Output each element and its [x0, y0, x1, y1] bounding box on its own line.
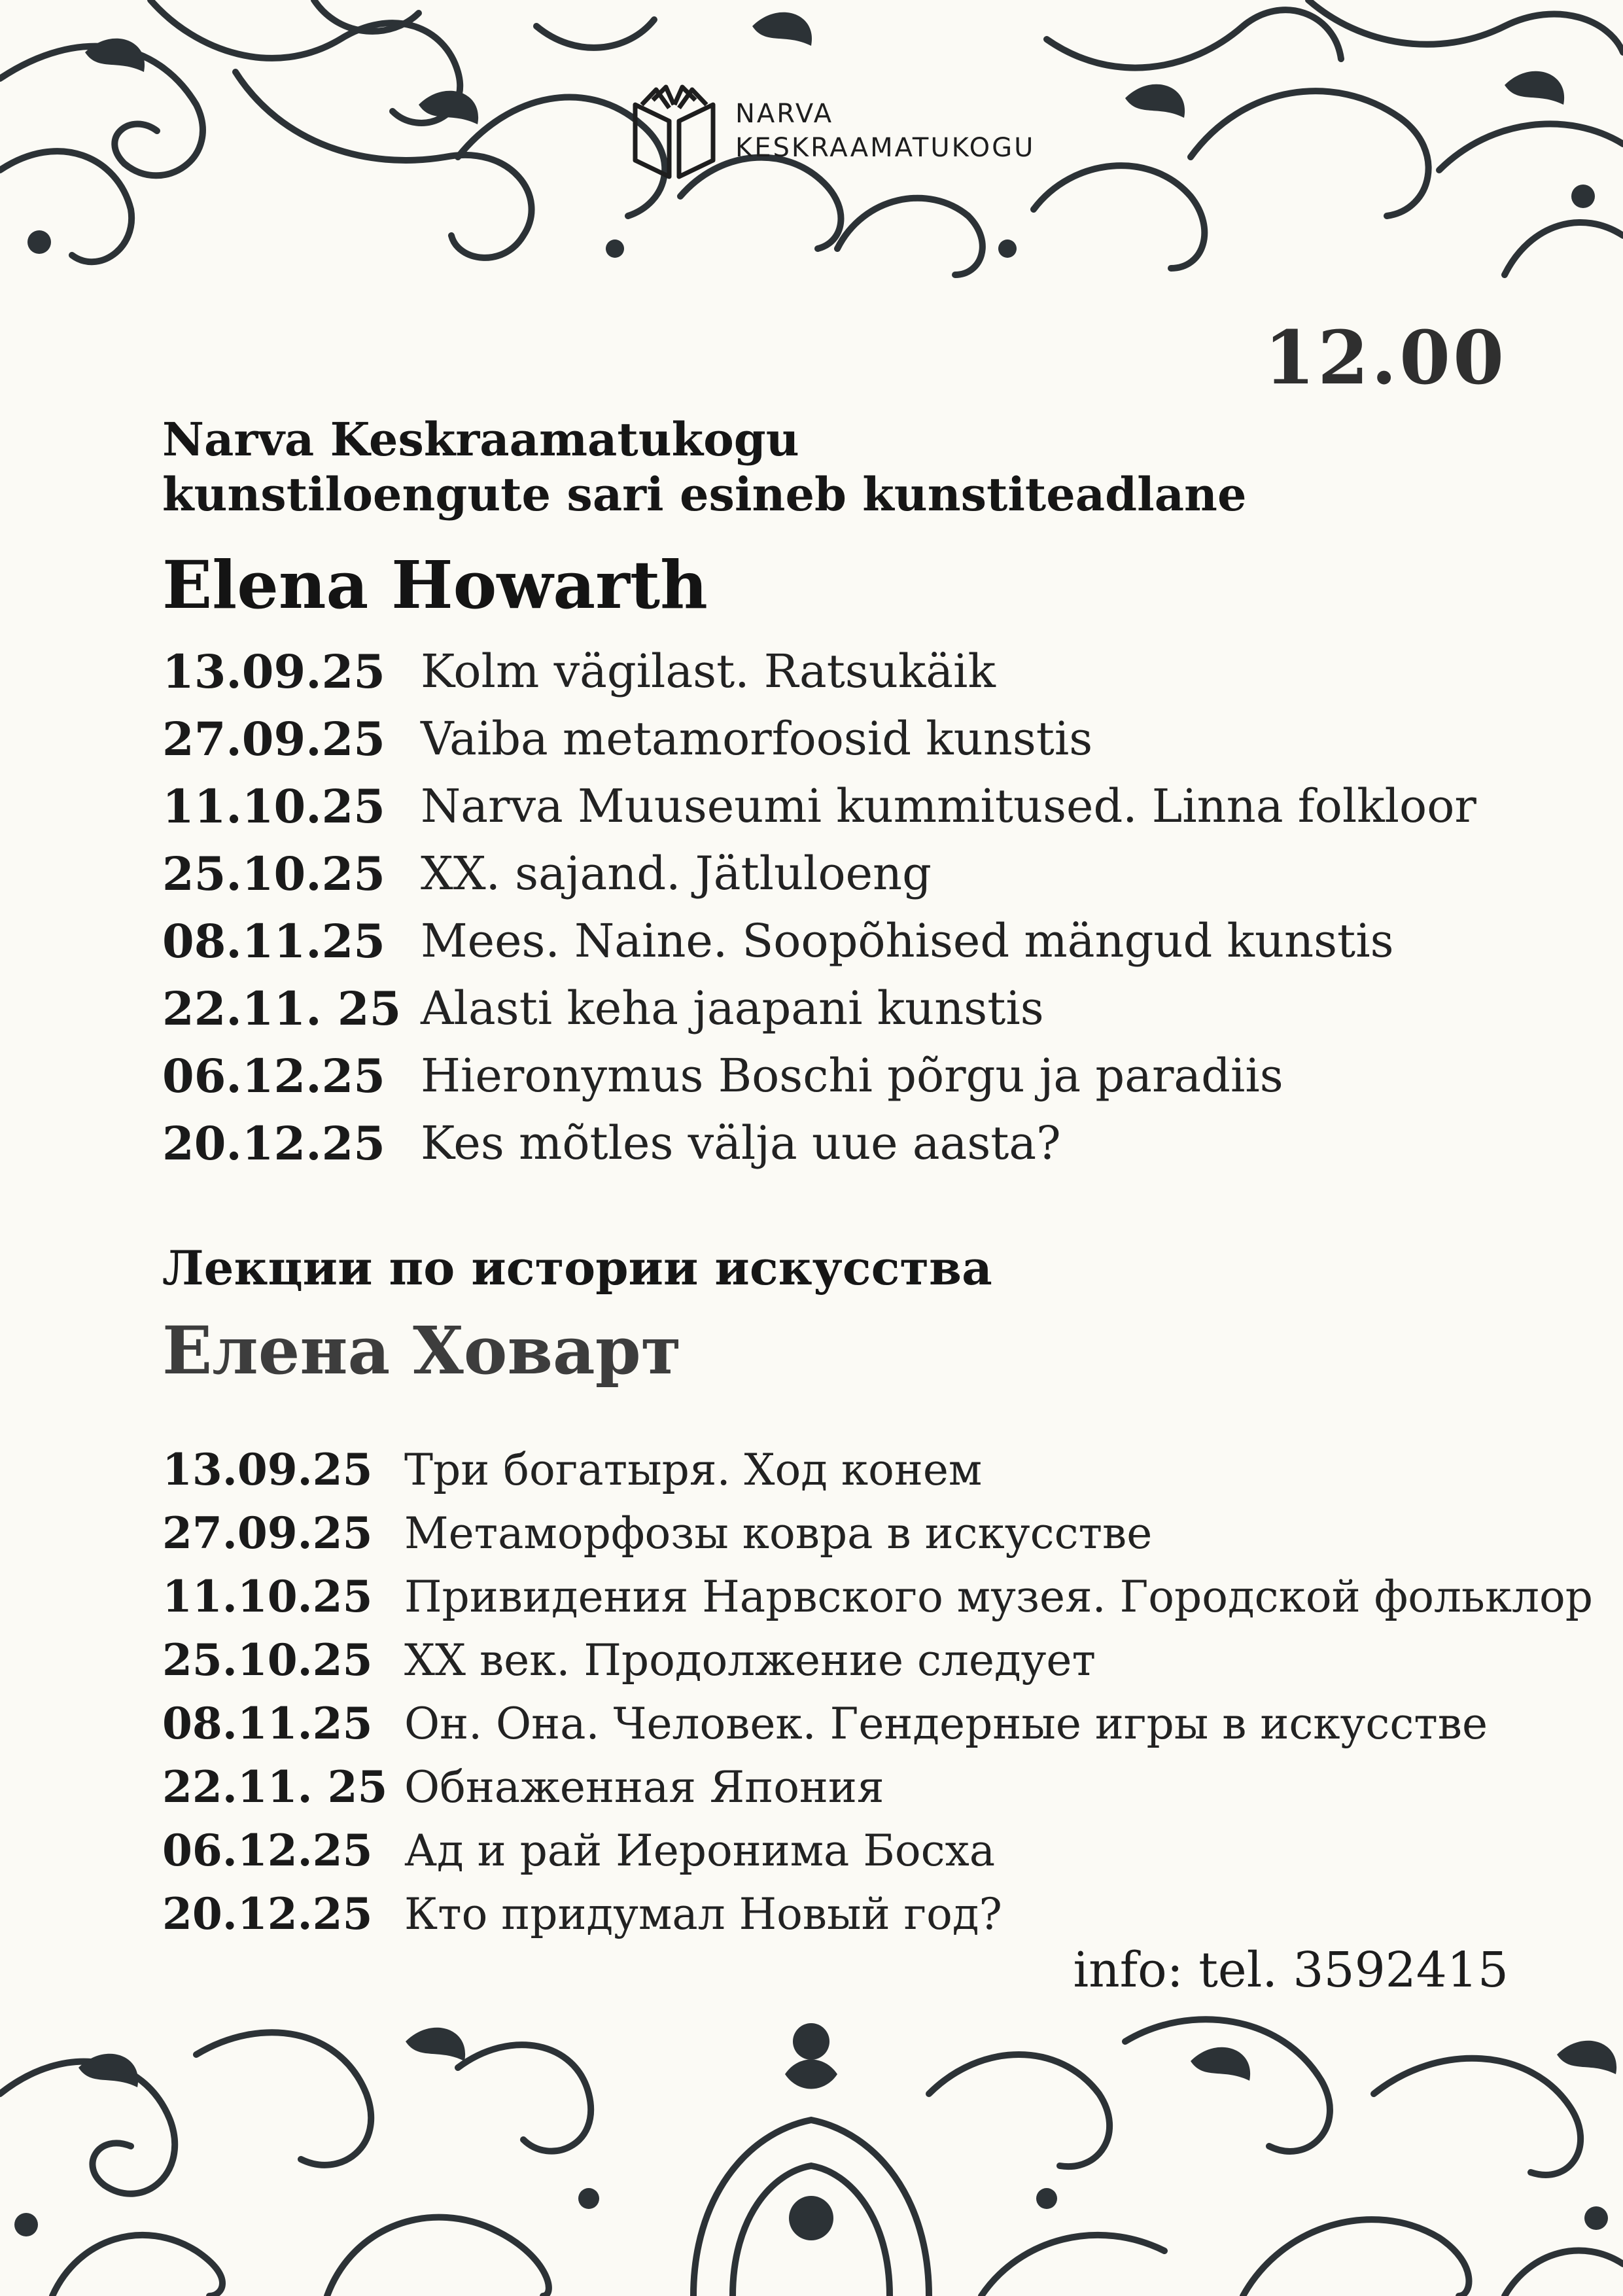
lecture-title: Hieronymus Boschi põrgu ja paradiis: [421, 1049, 1283, 1103]
lecture-date: 25.10.25: [162, 1634, 373, 1686]
lecture-date: 08.11.25: [162, 1698, 373, 1749]
lecture-date: 22.11. 25: [162, 1761, 388, 1812]
intro-line-1: Narva Keskraamatukogu: [162, 412, 799, 467]
event-time: 12.00: [1264, 315, 1507, 401]
lecture-title: Привидения Нарвского музея. Городской фольклор: [404, 1572, 1593, 1622]
open-book-icon: [630, 82, 718, 180]
lecture-title: Kes mõtles välja uue aasta?: [421, 1116, 1061, 1170]
lecture-title: XX век. Продолжение следует: [404, 1635, 1096, 1686]
lecture-date: 25.10.25: [162, 847, 385, 901]
lecture-title: Ад и рай Иеронима Босха: [404, 1826, 996, 1876]
lecture-title: Narva Muuseumi kummitused. Linna folkloor: [421, 779, 1476, 833]
lecture-date: 27.09.25: [162, 1508, 373, 1559]
lecture-date: 06.12.25: [162, 1049, 385, 1103]
intro-text: [162, 412, 1246, 522]
lecture-date: 06.12.25: [162, 1825, 373, 1876]
lecture-date: 13.09.25: [162, 645, 385, 699]
logo-line-1: NARVA: [735, 99, 834, 129]
bottom-ornament-border: [0, 2002, 1623, 2296]
lecture-title: Alasti keha jaapani kunstis: [421, 981, 1044, 1035]
speaker-name-ru: Елена Ховарт: [162, 1312, 682, 1389]
intro-line-2: kunstiloengute sari esineb kunstiteadlane: [162, 467, 1247, 521]
section-heading-ru: Лекции по истории искусства: [162, 1240, 992, 1296]
lecture-date: 11.10.25: [162, 779, 385, 834]
lecture-date: 20.12.25: [162, 1116, 385, 1171]
speaker-name-et: Elena Howarth: [162, 546, 708, 624]
library-logo: [630, 82, 1035, 180]
lecture-title: Три богатыря. Ход конем: [404, 1445, 983, 1495]
lecture-date: 22.11. 25: [162, 981, 402, 1036]
lecture-title: Mees. Naine. Soopõhised mängud kunstis: [421, 914, 1394, 968]
lecture-date: 08.11.25: [162, 914, 385, 968]
lecture-date: 20.12.25: [162, 1888, 373, 1939]
lecture-title: Kolm vägilast. Ratsukäik: [421, 645, 996, 698]
contact-info: info: tel. 3592415: [1073, 1942, 1509, 1998]
lecture-title: Он. Она. Человек. Гендерные игры в искусстве: [404, 1699, 1488, 1749]
lecture-date: 13.09.25: [162, 1444, 373, 1495]
lecture-date: 27.09.25: [162, 712, 385, 766]
lecture-title: Обнаженная Япония: [404, 1762, 884, 1812]
lecture-title: Кто придумал Новый год?: [404, 1889, 1002, 1939]
lecture-title: Метаморфозы ковра в искусстве: [404, 1508, 1153, 1559]
lecture-title: XX. sajand. Jätluloeng: [421, 847, 932, 900]
lecture-date: 11.10.25: [162, 1571, 373, 1622]
logo-line-2: KESKRAAMATUKOGU: [735, 133, 1036, 163]
lecture-title: Vaiba metamorfoosid kunstis: [421, 712, 1093, 766]
